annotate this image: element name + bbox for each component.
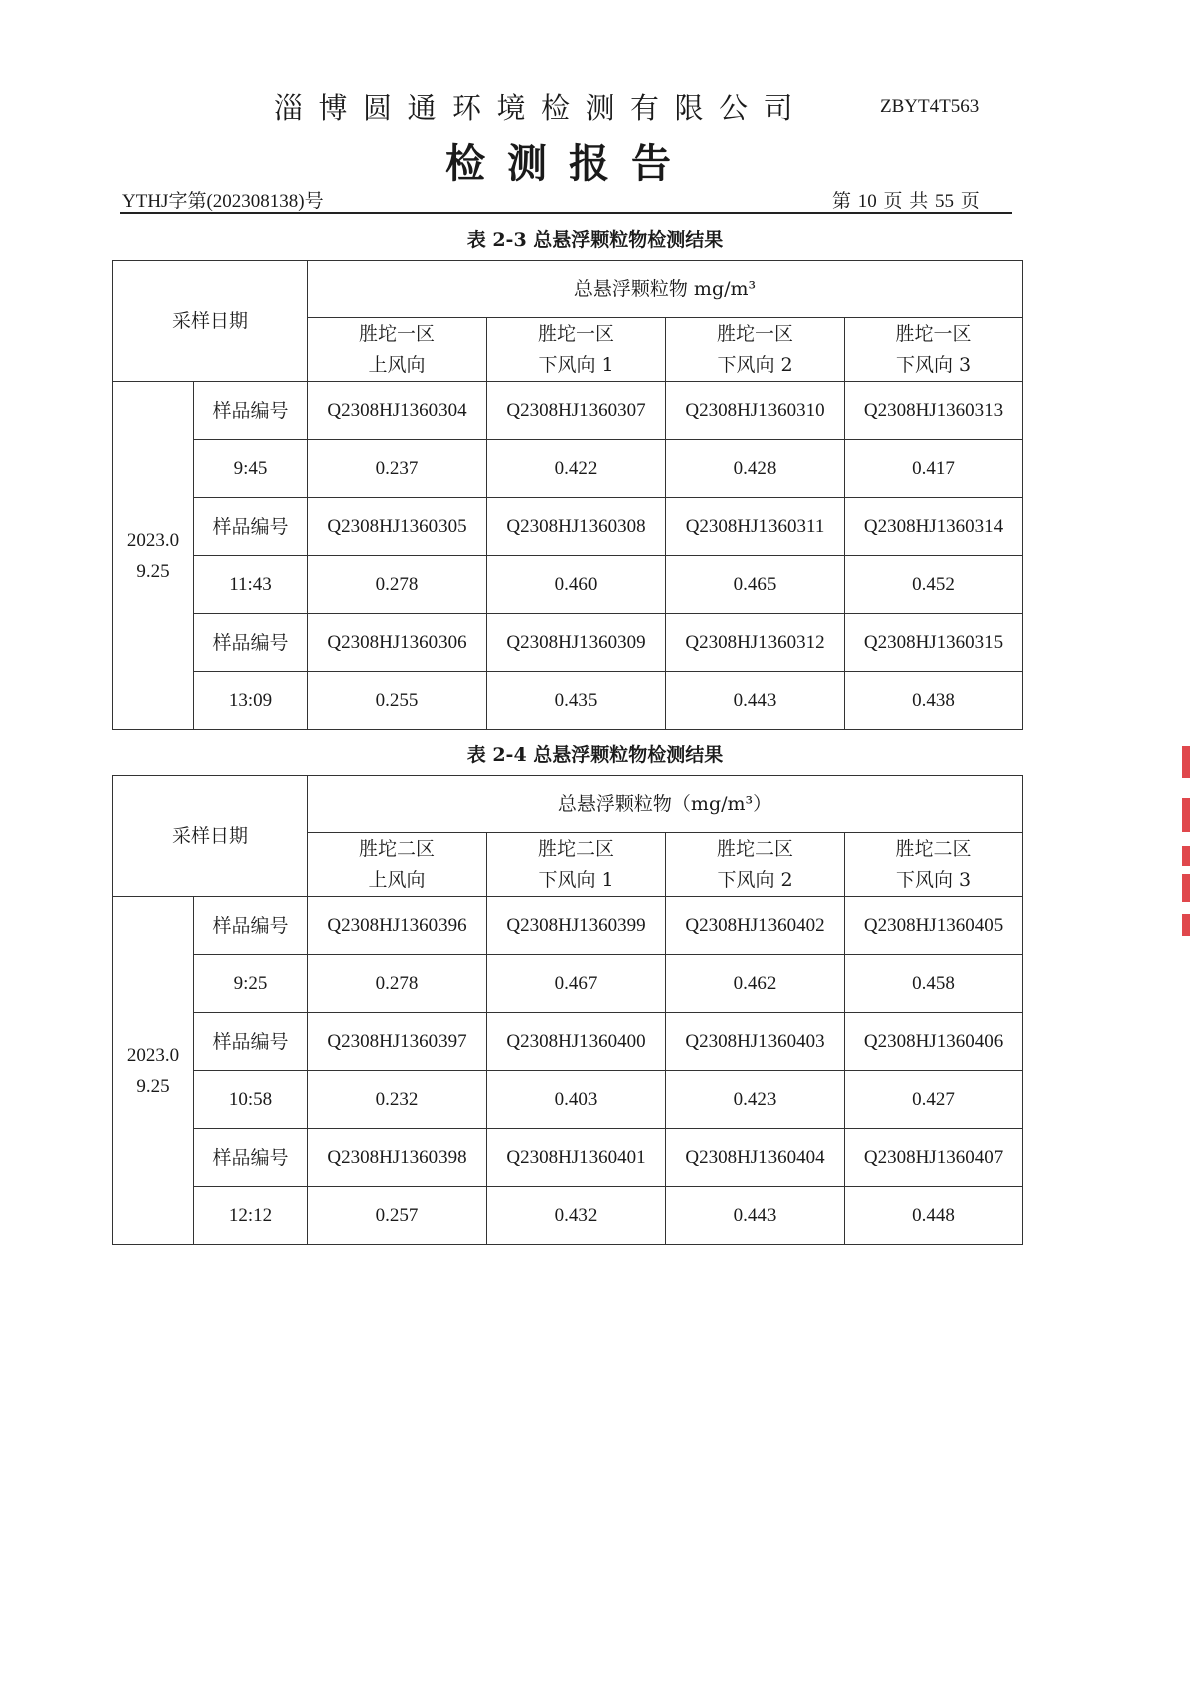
tsp-value: 0.452 xyxy=(845,556,1023,614)
table-row xyxy=(113,556,1023,614)
sampling-time: 11:43 xyxy=(194,556,308,614)
header-divider xyxy=(120,212,1012,214)
sample-id: Q2308HJ1360403 xyxy=(666,1013,845,1071)
location-direction: 下风向 1 xyxy=(538,868,614,891)
sample-id-label: 样品编号 xyxy=(194,614,308,672)
sample-id-label: 样品编号 xyxy=(194,498,308,556)
location-direction: 下风向 3 xyxy=(895,868,972,891)
tsp-value: 0.422 xyxy=(487,440,666,498)
sampling-date xyxy=(113,382,194,730)
sample-id: Q2308HJ1360308 xyxy=(487,498,666,556)
sample-id: Q2308HJ1360305 xyxy=(308,498,487,556)
table-row xyxy=(113,382,1023,440)
sampling-time: 13:09 xyxy=(194,672,308,730)
tsp-value: 0.465 xyxy=(666,556,845,614)
sampling-date-part: 2023.0 xyxy=(126,1044,180,1066)
sample-id: Q2308HJ1360401 xyxy=(487,1129,666,1187)
tsp-value: 0.443 xyxy=(666,1187,845,1245)
sample-id: Q2308HJ1360306 xyxy=(308,614,487,672)
sample-id: Q2308HJ1360315 xyxy=(845,614,1023,672)
tsp-value: 0.427 xyxy=(845,1071,1023,1129)
location-direction: 下风向 1 xyxy=(538,353,614,376)
table-row xyxy=(113,955,1023,1013)
report-title: 检测报告 xyxy=(445,140,693,187)
location-area: 胜坨一区 xyxy=(359,322,436,345)
sample-id: Q2308HJ1360313 xyxy=(845,382,1023,440)
results-table xyxy=(112,775,1023,1245)
table-caption: 表 2-3 总悬浮颗粒物检测结果 xyxy=(466,229,724,251)
tsp-value: 0.403 xyxy=(487,1071,666,1129)
official-seal-edge xyxy=(1182,746,1190,936)
page-info: 第 10 页 共 55 页 xyxy=(832,191,980,212)
results-table xyxy=(112,260,1023,730)
tsp-value: 0.435 xyxy=(487,672,666,730)
sample-id: Q2308HJ1360310 xyxy=(666,382,845,440)
location-area: 胜坨一区 xyxy=(717,322,794,345)
table-row xyxy=(113,614,1023,672)
sample-id: Q2308HJ1360396 xyxy=(308,897,487,955)
sampling-date-part: 9.25 xyxy=(136,1075,170,1097)
tsp-value: 0.232 xyxy=(308,1071,487,1129)
table-row xyxy=(113,672,1023,730)
location-area: 胜坨二区 xyxy=(717,837,794,860)
tsp-value: 0.278 xyxy=(308,556,487,614)
table-caption: 表 2-4 总悬浮颗粒物检测结果 xyxy=(466,744,724,766)
sampling-date-header: 采样日期 xyxy=(113,261,308,382)
tsp-value: 0.257 xyxy=(308,1187,487,1245)
sample-id: Q2308HJ1360311 xyxy=(666,498,845,556)
location-direction: 下风向 2 xyxy=(717,353,793,376)
sample-id: Q2308HJ1360404 xyxy=(666,1129,845,1187)
sample-id-label: 样品编号 xyxy=(194,897,308,955)
table-row xyxy=(113,1013,1023,1071)
location-header xyxy=(308,833,487,897)
location-area: 胜坨一区 xyxy=(538,322,615,345)
tsp-value: 0.417 xyxy=(845,440,1023,498)
tsp-value: 0.443 xyxy=(666,672,845,730)
report-number: YTHJ字第(202308138)号 xyxy=(122,191,324,212)
sampling-time: 10:58 xyxy=(194,1071,308,1129)
tsp-value: 0.467 xyxy=(487,955,666,1013)
parameter-header: 总悬浮颗粒物（mg/m³） xyxy=(308,776,1023,833)
sample-id: Q2308HJ1360402 xyxy=(666,897,845,955)
tsp-value: 0.428 xyxy=(666,440,845,498)
tsp-value: 0.432 xyxy=(487,1187,666,1245)
location-direction: 下风向 3 xyxy=(895,353,972,376)
tsp-value: 0.255 xyxy=(308,672,487,730)
table-row xyxy=(113,1187,1023,1245)
location-header xyxy=(487,833,666,897)
sample-id: Q2308HJ1360406 xyxy=(845,1013,1023,1071)
table-row xyxy=(113,1071,1023,1129)
company-name: 淄博圆通环境检测有限公司 xyxy=(274,91,809,125)
sample-id: Q2308HJ1360314 xyxy=(845,498,1023,556)
tsp-value: 0.462 xyxy=(666,955,845,1013)
location-area: 胜坨一区 xyxy=(895,322,972,345)
sample-id: Q2308HJ1360307 xyxy=(487,382,666,440)
location-header xyxy=(666,833,845,897)
sample-id: Q2308HJ1360400 xyxy=(487,1013,666,1071)
sample-id: Q2308HJ1360309 xyxy=(487,614,666,672)
location-area: 胜坨二区 xyxy=(895,837,972,860)
table-row xyxy=(113,1129,1023,1187)
sample-id-label: 样品编号 xyxy=(194,1013,308,1071)
sample-id: Q2308HJ1360405 xyxy=(845,897,1023,955)
sampling-time: 9:45 xyxy=(194,440,308,498)
sample-id-label: 样品编号 xyxy=(194,1129,308,1187)
tsp-value: 0.278 xyxy=(308,955,487,1013)
location-direction: 上风向 xyxy=(368,868,426,891)
location-area: 胜坨二区 xyxy=(359,837,436,860)
tsp-value: 0.458 xyxy=(845,955,1023,1013)
table-row xyxy=(113,498,1023,556)
sample-id: Q2308HJ1360397 xyxy=(308,1013,487,1071)
location-direction: 下风向 2 xyxy=(717,868,793,891)
location-header xyxy=(666,318,845,382)
sample-id: Q2308HJ1360312 xyxy=(666,614,845,672)
location-header xyxy=(487,318,666,382)
sample-id: Q2308HJ1360398 xyxy=(308,1129,487,1187)
table-row xyxy=(113,440,1023,498)
sampling-time: 9:25 xyxy=(194,955,308,1013)
sampling-time: 12:12 xyxy=(194,1187,308,1245)
sample-id-label: 样品编号 xyxy=(194,382,308,440)
parameter-header: 总悬浮颗粒物 mg/m³ xyxy=(308,261,1023,318)
sample-id: Q2308HJ1360407 xyxy=(845,1129,1023,1187)
sample-id: Q2308HJ1360304 xyxy=(308,382,487,440)
location-header xyxy=(845,833,1023,897)
tsp-value: 0.448 xyxy=(845,1187,1023,1245)
location-area: 胜坨二区 xyxy=(538,837,615,860)
sample-id: Q2308HJ1360399 xyxy=(487,897,666,955)
sampling-date-header: 采样日期 xyxy=(113,776,308,897)
tsp-value: 0.237 xyxy=(308,440,487,498)
tsp-value: 0.438 xyxy=(845,672,1023,730)
sampling-date-part: 9.25 xyxy=(136,560,170,582)
report-code: ZBYT4T563 xyxy=(880,96,980,117)
tsp-value: 0.460 xyxy=(487,556,666,614)
table-row xyxy=(113,897,1023,955)
location-header xyxy=(308,318,487,382)
location-header xyxy=(845,318,1023,382)
tsp-value: 0.423 xyxy=(666,1071,845,1129)
sampling-date xyxy=(113,897,194,1245)
location-direction: 上风向 xyxy=(368,353,426,376)
sampling-date-part: 2023.0 xyxy=(126,529,180,551)
